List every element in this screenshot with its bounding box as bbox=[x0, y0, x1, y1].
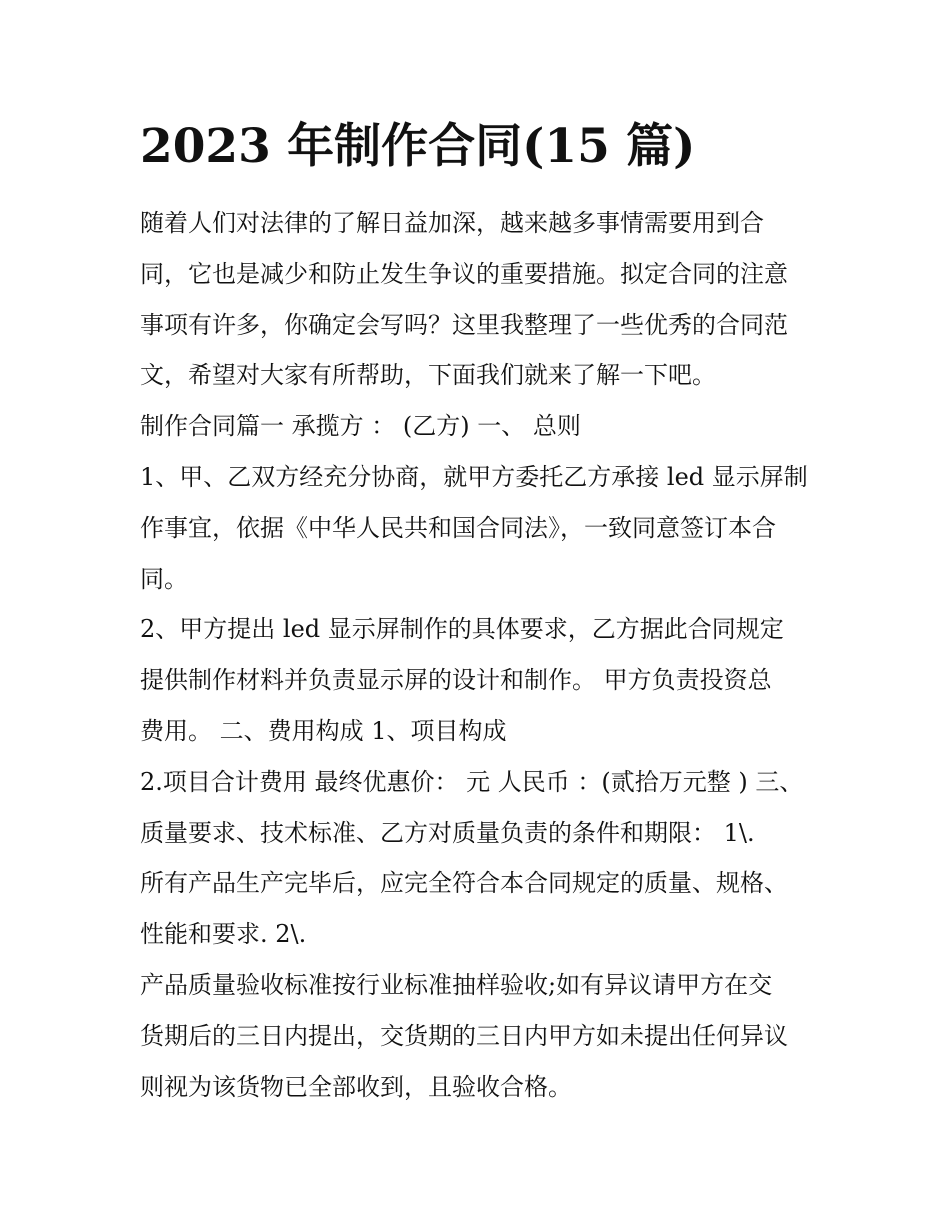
cost-quality-paragraph bbox=[140, 757, 820, 960]
text-line: 性能和要求. 2\. bbox=[140, 920, 307, 949]
text-line: 作事宜，依据《中华人民共和国合同法》，一致同意签订本合 bbox=[140, 513, 776, 542]
clause-1-paragraph bbox=[140, 452, 820, 604]
clause-2-paragraph bbox=[140, 604, 820, 756]
text-line: 随着人们对法律的了解日益加深，越来越多事情需要用到合 bbox=[140, 209, 764, 237]
text-line: 货期后的三日内提出，交货期的三日内甲方如未提出任何异议 bbox=[140, 1021, 788, 1050]
text-line: 1、甲、乙双方经充分协商，就甲方委托乙方承接 led 显示屏制 bbox=[140, 462, 808, 491]
text-line: 质量要求、技术标准、乙方对质量负责的条件和期限： 1\. bbox=[140, 818, 755, 847]
text-line: 文，希望对大家有所帮助，下面我们就来了解一下吧。 bbox=[140, 361, 716, 390]
text-line: 制作合同篇一 承揽方 ： (乙方) 一、 总则 bbox=[140, 412, 581, 441]
text-line: 同，它也是减少和防止发生争议的重要措施。拟定合同的注意 bbox=[140, 259, 788, 288]
text-line: 2、甲方提出 led 显示屏制作的具体要求，乙方据此合同规定 bbox=[140, 615, 784, 644]
intro-paragraph bbox=[140, 198, 820, 401]
text-line: 产品质量验收标准按行业标准抽样验收;如有异议请甲方在交 bbox=[140, 970, 773, 999]
document-body bbox=[140, 198, 820, 1112]
section-heading-paragraph bbox=[140, 401, 820, 452]
document-title: 2023 年制作合同(15 篇) bbox=[140, 119, 696, 174]
text-line: 则视为该货物已全部收到，且验收合格。 bbox=[140, 1072, 572, 1101]
text-line: 同。 bbox=[140, 564, 188, 593]
text-line: 提供制作材料并负责显示屏的设计和制作。 甲方负责投资总 bbox=[140, 666, 772, 695]
text-line: 所有产品生产完毕后，应完全符合本合同规定的质量、规格、 bbox=[140, 869, 788, 898]
acceptance-paragraph bbox=[140, 960, 820, 1112]
text-line: 2.项目合计费用 最终优惠价： 元 人民币 ：(贰拾万元整 ) 三、 bbox=[140, 767, 804, 796]
text-line: 费用。 二、费用构成 1、项目构成 bbox=[140, 716, 507, 745]
text-line: 事项有许多，你确定会写吗？这里我整理了一些优秀的合同范 bbox=[140, 310, 788, 339]
